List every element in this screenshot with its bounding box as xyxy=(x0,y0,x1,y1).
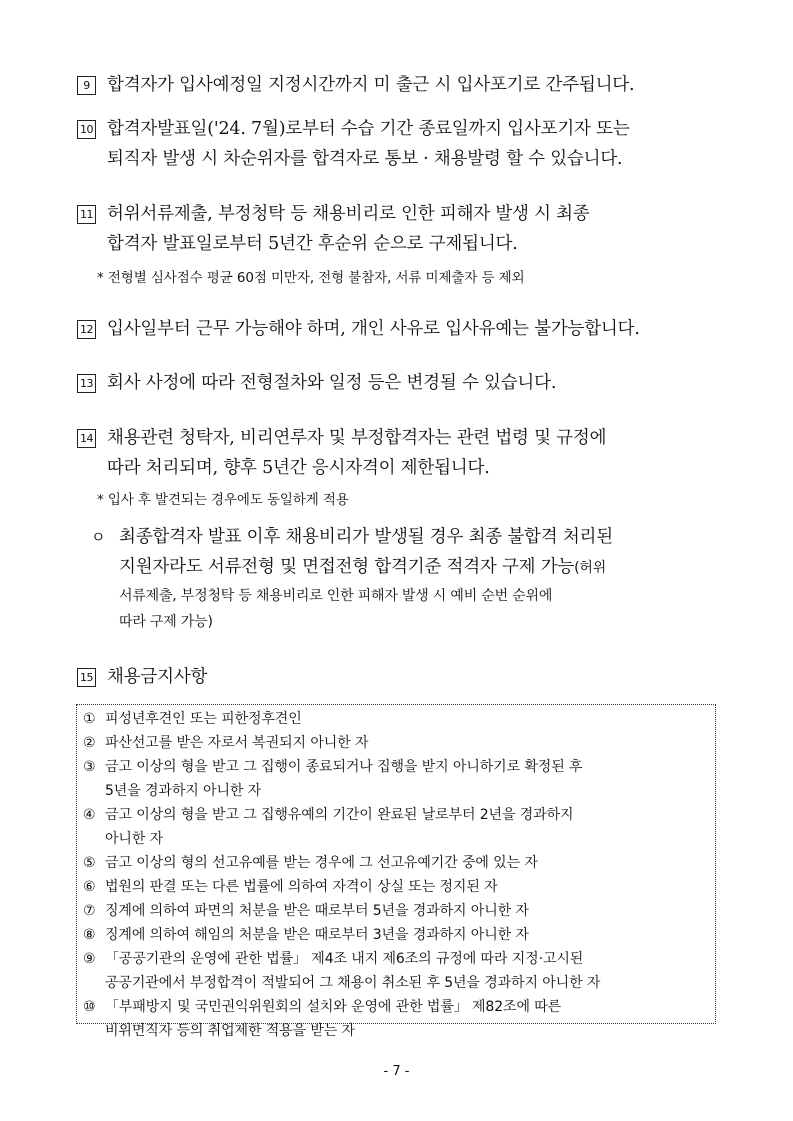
prohibition-text: 「부패방지 및 국민권익위원회의 설치와 운영에 관한 법률」 제82조에 따른 xyxy=(105,999,562,1015)
bullet-line-main: 지원자라도 서류전형 및 면접전형 합격기준 적격자 구제 가능 xyxy=(119,557,575,577)
item-number-box: 11 xyxy=(77,205,96,224)
relief-bullet xyxy=(91,522,721,635)
item-text-line: 합격자 발표일로부터 5년간 후순위 순으로 구제됩니다. xyxy=(107,234,518,254)
circled-number: ② xyxy=(83,735,96,751)
bullet-line: 따라 구제 가능) xyxy=(119,614,213,630)
prohibition-text: 피성년후견인 또는 피한정후견인 xyxy=(105,711,302,727)
bullet-line: 최종합격자 발표 이후 채용비리가 발생될 경우 최종 불합격 처리된 xyxy=(119,527,613,547)
prohibition-row xyxy=(83,947,709,995)
prohibition-row xyxy=(83,707,709,731)
item-number-box: 15 xyxy=(77,668,96,687)
circled-number: ⑧ xyxy=(83,927,96,943)
item-number-box: 10 xyxy=(77,120,96,139)
prohibition-text: 징계에 의하여 파면의 처분을 받은 때로부터 5년을 경과하지 아니한 자 xyxy=(105,903,529,919)
prohibition-text: 「공공기관의 운영에 관한 법률」 제4조 내지 제6조의 규정에 따라 지정·고시된 xyxy=(105,951,584,967)
circled-number: ⑤ xyxy=(83,855,96,871)
item-text-line: 따라 처리되며, 향후 5년간 응시자격이 제한됩니다. xyxy=(107,458,490,478)
item-12 xyxy=(77,314,717,344)
circled-number: ① xyxy=(83,711,96,727)
item-number-box: 9 xyxy=(77,76,96,95)
item-text-line: 합격자가 입사예정일 지정시간까지 미 출근 시 입사포기로 간주됩니다. xyxy=(107,75,635,95)
bullet-line xyxy=(91,552,721,583)
bullet-line: 서류제출, 부정청탁 등 채용비리로 인한 피해자 발생 시 예비 순번 순위에 xyxy=(119,588,553,604)
prohibition-row xyxy=(83,899,709,923)
item-number-box: 13 xyxy=(77,374,96,393)
item-text-line: 허위서류제출, 부정청탁 등 채용비리로 인한 피해자 발생 시 최종 xyxy=(107,204,590,224)
item-text-line: 합격자발표일('24. 7월)로부터 수습 기간 종료일까지 입사포기자 또는 xyxy=(107,119,630,139)
item-13 xyxy=(77,368,717,398)
prohibition-box xyxy=(76,704,716,1039)
item-number-box: 12 xyxy=(77,320,96,339)
page-number: - 7 - xyxy=(383,1064,410,1079)
prohibition-row xyxy=(83,731,709,755)
prohibition-text: 금고 이상의 형을 받고 그 집행유예의 기간이 완료된 날로부터 2년을 경과하지 xyxy=(105,807,574,823)
prohibition-text: 파산선고를 받은 자로서 복권되지 아니한 자 xyxy=(105,735,369,751)
prohibition-row xyxy=(83,995,709,1043)
item-text-line: 채용관련 청탁자, 비리연루자 및 부정합격자는 관련 법령 및 규정에 xyxy=(107,428,607,448)
item-11-note: * 전형별 심사점수 평균 60점 미만자, 전형 불참자, 서류 미제출자 등 제외 xyxy=(97,270,525,286)
item-14 xyxy=(77,423,717,483)
bullet-line-tail: (허위 xyxy=(574,560,607,576)
item-14-note: * 입사 후 발견되는 경우에도 동일하게 적용 xyxy=(97,492,349,508)
prohibition-text: 금고 이상의 형을 받고 그 집행이 종료되거나 집행을 받지 아니하기로 확정된 후 xyxy=(105,759,583,775)
item-text-line: 회사 사정에 따라 전형절차와 일정 등은 변경될 수 있습니다. xyxy=(107,373,557,393)
prohibition-text: 징계에 의하여 해임의 처분을 받은 때로부터 3년을 경과하지 아니한 자 xyxy=(105,927,529,943)
item-15 xyxy=(77,662,717,692)
item-text-line: 입사일부터 근무 가능해야 하며, 개인 사유로 입사유예는 불가능합니다. xyxy=(107,319,640,339)
prohibition-row xyxy=(83,803,709,851)
circled-number: ⑨ xyxy=(83,951,96,967)
circled-number: ⑦ xyxy=(83,903,96,919)
item-9 xyxy=(77,70,717,100)
prohibition-text: 법원의 판결 또는 다른 법률에 의하여 자격이 상실 또는 정지된 자 xyxy=(105,879,498,895)
prohibition-text: 5년을 경과하지 아니한 자 xyxy=(105,783,262,799)
prohibition-row xyxy=(83,851,709,875)
prohibition-text: 비위면직자 등의 취업제한 적용을 받는 자 xyxy=(105,1023,355,1039)
item-11 xyxy=(77,199,717,259)
prohibition-row xyxy=(83,875,709,899)
section-heading: 채용금지사항 xyxy=(107,667,208,687)
bullet-mark: ㅇ xyxy=(91,528,106,546)
circled-number: ⑥ xyxy=(83,879,96,895)
item-text-line: 퇴직자 발생 시 차순위자를 합격자로 통보 · 채용발령 할 수 있습니다. xyxy=(107,149,623,169)
circled-number: ③ xyxy=(83,759,96,775)
item-10 xyxy=(77,114,717,174)
circled-number: ⑩ xyxy=(83,999,96,1015)
circled-number: ④ xyxy=(83,807,96,823)
item-number-box: 14 xyxy=(77,429,96,448)
prohibition-text: 금고 이상의 형의 선고유예를 받는 경우에 그 선고유예기간 중에 있는 자 xyxy=(105,855,538,871)
prohibition-text: 공공기관에서 부정합격이 적발되어 그 채용이 취소된 후 5년을 경과하지 아니한 자 xyxy=(105,975,601,991)
prohibition-row xyxy=(83,923,709,947)
prohibition-row xyxy=(83,755,709,803)
prohibition-text: 아니한 자 xyxy=(105,831,164,847)
